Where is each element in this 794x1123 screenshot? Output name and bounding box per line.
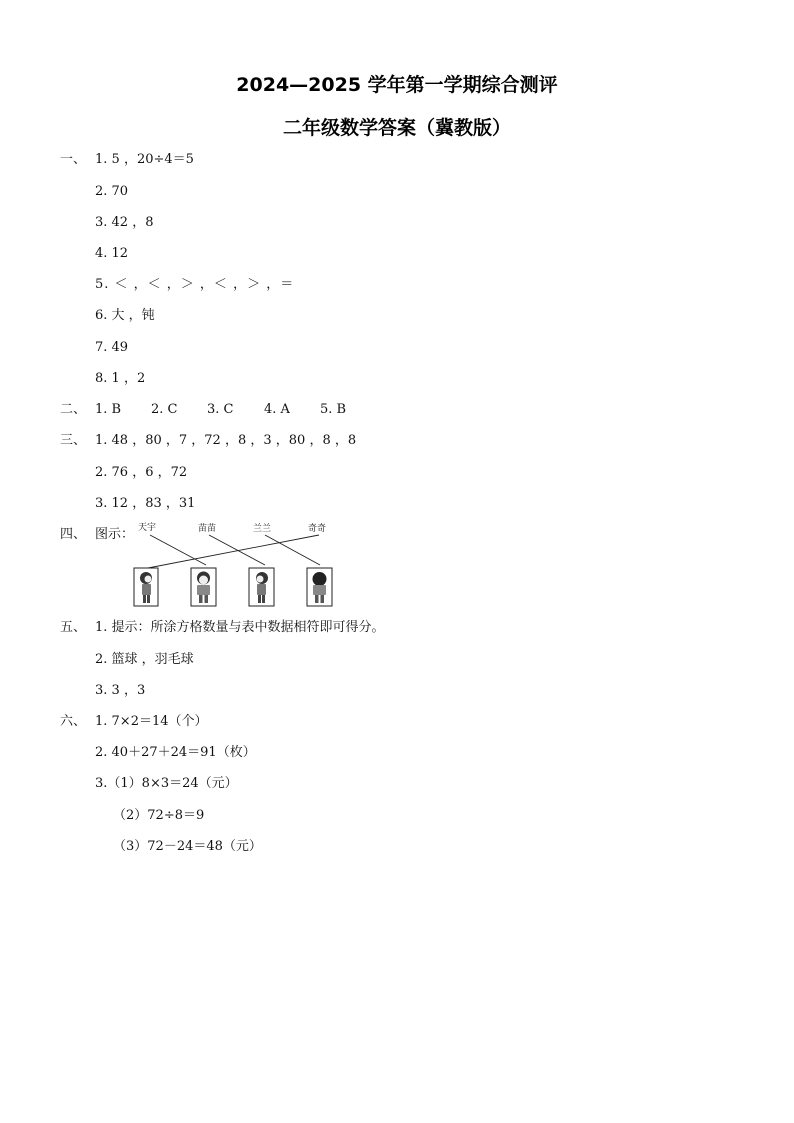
answer-1-4: 4. 12 — [95, 246, 129, 261]
child-figure-4 — [307, 568, 332, 606]
answer-1-6: 6. 大 ，钝 — [95, 308, 155, 323]
match-line-qiqi — [148, 535, 319, 568]
answer-2-1: 1. B — [95, 402, 122, 417]
answer-2-3: 3. C — [207, 402, 234, 417]
answer-6-3-2: （2）72÷8＝9 — [113, 808, 205, 823]
answer-2-4: 4. A — [264, 402, 290, 417]
match-line-lanlan — [265, 535, 320, 565]
name-lanlan: 兰兰 — [253, 524, 272, 534]
child-figure-3 — [249, 568, 274, 606]
child-figure-1 — [134, 568, 158, 606]
match-line-tianyu — [150, 535, 206, 565]
answer-5-3: 3. 3 ，3 — [95, 683, 146, 698]
section-5-label: 五、 — [60, 620, 87, 635]
answer-3-2: 2. 76 ，6 ，72 — [95, 465, 188, 480]
answer-5-1: 1. 提示：所涂方格数量与表中数据相符即可得分。 — [95, 620, 385, 635]
answer-1-1: 1. 5 ，20÷4＝5 — [95, 152, 194, 167]
answer-2-2: 2. C — [151, 402, 178, 417]
page-title: 2024—2025 学年第一学期综合测评 — [236, 74, 558, 96]
page-subtitle: 二年级数学答案（冀教版） — [282, 117, 511, 139]
answer-1-5: 5. ＜ ，＜ ，＞ ，＜ ，＞ ，＝ — [95, 277, 295, 292]
name-miaomiao: 苗苗 — [198, 524, 217, 534]
answer-6-2: 2. 40＋27＋24＝91（枚） — [95, 745, 256, 760]
section-4-label: 四、 — [60, 527, 87, 542]
name-qiqi: 奇奇 — [308, 524, 327, 534]
section-1-label: 一、 — [60, 152, 87, 167]
answer-5-2: 2. 篮球 ，羽毛球 — [95, 652, 194, 667]
match-line-miaomiao — [209, 535, 265, 565]
answer-1-7: 7. 49 — [95, 340, 129, 355]
section-2-label: 二、 — [60, 402, 87, 417]
answer-6-3: 3.（1）8×3＝24（元） — [95, 776, 238, 791]
section-3-label: 三、 — [60, 433, 87, 448]
answer-1-2: 2. 70 — [95, 184, 129, 199]
answer-1-3: 3. 42 ，8 — [95, 215, 154, 230]
answer-6-1: 1. 7×2＝14（个） — [95, 714, 208, 729]
diagram-prefix: 图示： — [95, 527, 135, 542]
answer-6-3-3: （3）72－24＝48（元） — [113, 839, 262, 854]
answer-1-8: 8. 1 ，2 — [95, 371, 146, 386]
child-figure-2 — [191, 568, 216, 606]
answer-2-5: 5. B — [320, 402, 347, 417]
answer-3-3: 3. 12 ，83 ，31 — [95, 496, 196, 511]
section-6-label: 六、 — [60, 714, 87, 729]
answer-3-1: 1. 48 ，80 ，7 ，72 ，8 ，3 ，80 ，8 ，8 — [95, 433, 357, 448]
name-tianyu: 天宇 — [138, 523, 157, 533]
